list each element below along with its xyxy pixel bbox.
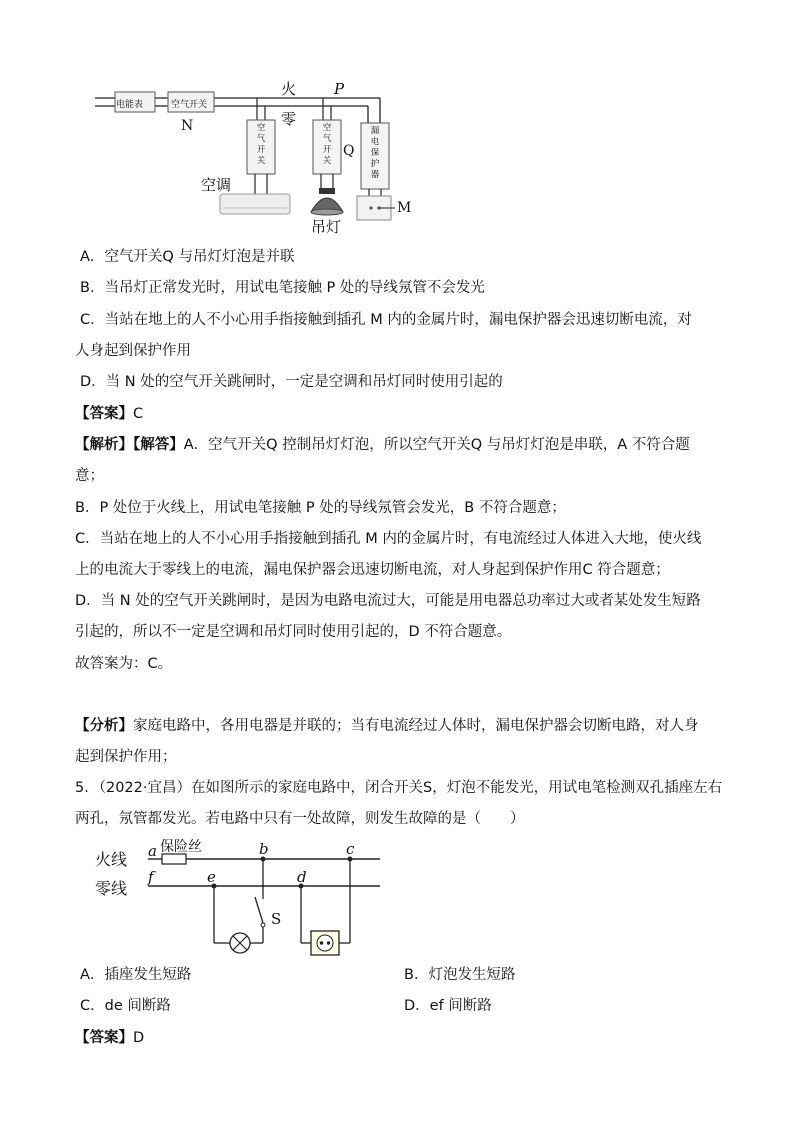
q4-option-b: B．当吊灯正常发光时，用试电笔接触 P 处的导线氖管不会发光 [80,280,485,296]
q4-final-answer: 故答案为：C。 [75,656,173,672]
q4-analysis-line3b: 上的电流大于零线上的电流，漏电保护器会迅速切断电流，对人身起到保护作用C 符合题意； [75,562,670,578]
q4-fenxi-line1: 【分析】家庭电路中，各用电器是并联的；当有电流经过人体时，漏电保护器会切断电路，对人身 [75,718,699,734]
node-a-label: a [148,842,157,860]
analysis-tag: 【解析】【解答】 [75,437,184,453]
p-label: P [334,80,345,98]
ac-breaker-label: 空 气 开 关 [256,123,266,166]
q4-analysis-line2: B．P 处位于火线上，用试电笔接触 P 处的导线氖管会发光，B 不符合题意； [75,500,566,516]
m-label: M [397,200,412,216]
fenxi-tag: 【分析】 [75,718,133,734]
ac-label: 空调 [201,176,232,194]
lamp-label: 吊灯 [311,218,342,236]
q4-fenxi-line2: 起到保护作用； [75,749,177,765]
circuit-figure-2 [90,835,390,960]
answer-value: D [133,1030,145,1046]
q5-stem-line1: 5．（2022·宜昌）在如图所示的家庭电路中，闭合开关S，灯泡不能发光，用试电笔检测双孔插座左右 [75,780,723,796]
q4-answer [75,403,143,425]
live-wire-label: 火线 [95,850,128,869]
n-label: N [181,118,194,134]
rcd-label: 漏 电 保 护 器 [370,126,380,180]
switch-label: S [271,910,282,928]
q4-analysis-line1: 【解析】【解答】A．空气开关Q 控制吊灯灯泡，所以空气开关Q 与吊灯灯泡是串联，A 不符合题 [75,437,690,453]
node-c-label: c [346,840,355,858]
q5-option-c: C．de 间断路 [80,998,171,1014]
q5-option-d: D．ef 间断路 [404,998,492,1014]
meter-label: 电能表 [116,100,144,110]
q4-analysis-line3: C．当站在地上的人不小心用手指接触到插孔 M 内的金属片时，有电流经过人体进入大地，使火线 [75,531,702,547]
q4-analysis-line1b: 意； [75,468,104,484]
node-b-label: b [259,840,269,858]
q4-option-a: A．空气开关Q 与吊灯灯泡是并联 [80,249,295,265]
q4-option-d: D．当 N 处的空气开关跳闸时，一定是空调和吊灯同时使用引起的 [80,374,503,390]
node-d-label: d [297,868,307,886]
q5-stem-line2: 两孔，氖管都发光。若电路中只有一处故障，则发生故障的是（ ） [75,811,525,827]
q4-option-c-line2: 人身起到保护作用 [75,343,191,359]
q4-analysis-line4: D．当 N 处的空气开关跳闸时，是因为电路电流过大，可能是用电器总功率过大或者某处发生短路 [75,593,701,609]
lamp-breaker-label: 空 气 开 关 [322,123,332,166]
q5-option-a: A．插座发生短路 [80,967,192,983]
q4-option-c-line1: C．当站在地上的人不小心用手指接触到插孔 M 内的金属片时，漏电保护器会迅速切断电流，对 [80,312,692,328]
answer-tag: 【答案】 [75,406,133,422]
answer-tag: 【答案】 [75,1030,133,1046]
fuse-label: 保险丝 [160,839,202,855]
main-breaker-label: 空气开关 [171,100,208,110]
live-label: 火 [281,80,297,98]
node-e-label: e [207,868,216,886]
q5-answer [75,1027,144,1049]
q4-analysis-line4b: 引起的，所以不一定是空调和吊灯同时使用引起的，D 不符合题意。 [75,624,512,640]
node-f-label: f [148,868,154,886]
q5-option-b: B．灯泡发生短路 [404,967,516,983]
q-label: Q [343,143,355,159]
neutral-wire-label: 零线 [95,879,128,898]
answer-value: C [133,406,144,422]
neutral-label: 零 [281,110,297,128]
